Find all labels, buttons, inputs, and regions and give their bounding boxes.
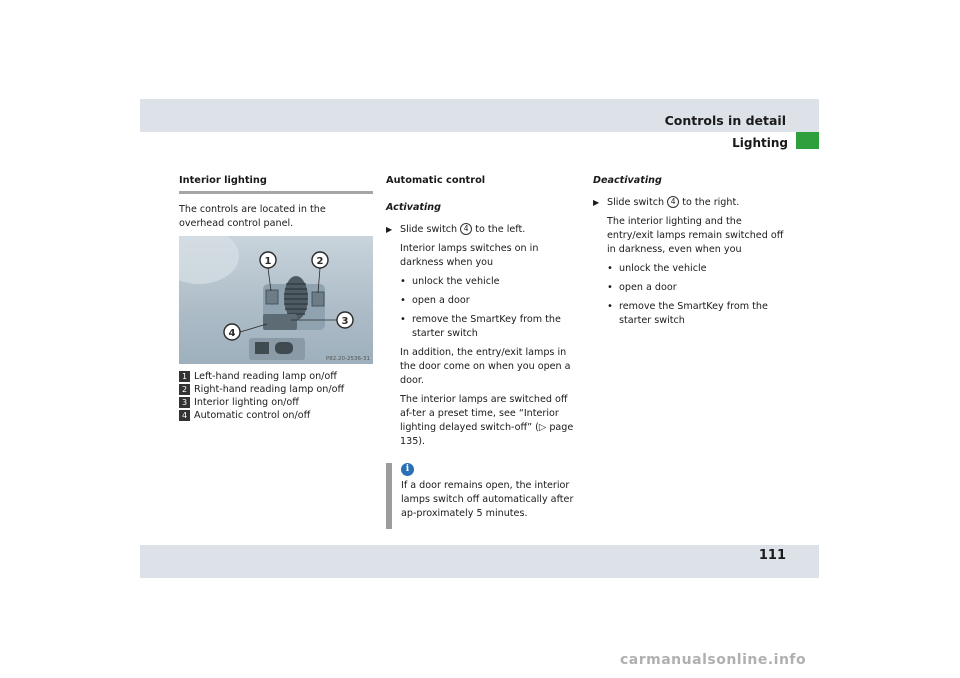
note-bar <box>386 463 392 529</box>
overhead-panel-photo <box>179 236 373 364</box>
switch-number: 4 <box>460 223 472 235</box>
overhead-panel-illustration <box>179 236 373 364</box>
info-icon: i <box>401 463 414 476</box>
legend-item <box>179 383 373 396</box>
step-text: to the right. <box>682 197 740 208</box>
section-heading: Automatic control <box>386 175 486 186</box>
legend-number: 1 <box>179 371 190 382</box>
chapter-title: Controls in detail <box>664 113 786 128</box>
legend-item <box>179 370 373 383</box>
legend-text: Left-hand reading lamp on/off <box>194 371 337 382</box>
info-note <box>386 463 580 521</box>
heading-rule <box>179 191 373 194</box>
step-detail: The interior lighting and the entry/exit lamps remain switched off in darkness, even when you <box>607 216 784 255</box>
footer-band <box>140 545 819 578</box>
intro-text: The controls are located in the overhead control panel. <box>179 204 326 229</box>
list-item: • remove the SmartKey from the starter switch <box>400 314 561 339</box>
legend-text: Interior lighting on/off <box>194 397 299 408</box>
legend-number: 3 <box>179 397 190 408</box>
watermark: carmanualsonline.info <box>620 652 807 668</box>
svg-text:1: 1 <box>264 256 272 267</box>
page-number: 111 <box>758 548 786 563</box>
step-arrow-icon: ▶ <box>593 198 600 207</box>
step-text: to the left. <box>475 224 526 235</box>
photo-code: P82.20-2536-31 <box>325 356 370 362</box>
list-item: • remove the SmartKey from the starter switch <box>607 301 768 326</box>
paragraph: The interior lamps are switched off af-ter a preset time, see “Interior lighting delayed switch-off” (▷ page 135). <box>400 394 574 447</box>
step-arrow-icon: ▶ <box>386 225 393 234</box>
legend-item <box>179 409 373 422</box>
legend-text: Right-hand reading lamp on/off <box>194 384 345 395</box>
instruction-step <box>593 196 787 210</box>
column-middle <box>386 174 580 521</box>
section-heading: Interior lighting <box>179 175 267 186</box>
step-text: Slide switch <box>607 197 665 208</box>
legend-text: Automatic control on/off <box>194 410 311 421</box>
section-title: Lighting <box>732 136 788 150</box>
list-item: • unlock the vehicle <box>607 263 707 274</box>
instruction-step <box>386 223 580 237</box>
switch-number: 4 <box>667 196 679 208</box>
step-detail: Interior lamps switches on in darkness when you <box>400 243 539 268</box>
legend-item <box>179 396 373 409</box>
list-item: • unlock the vehicle <box>400 276 500 287</box>
list-item: • open a door <box>400 295 470 306</box>
subheading-activating: Activating <box>386 202 441 213</box>
section-tab-marker <box>796 132 819 149</box>
step-text: Slide switch <box>400 224 458 235</box>
svg-text:4: 4 <box>228 328 236 339</box>
subheading-deactivating: Deactivating <box>593 175 662 186</box>
list-item: • open a door <box>607 282 677 293</box>
column-left <box>179 174 373 422</box>
legend-number: 2 <box>179 384 190 395</box>
note-text: If a door remains open, the interior lamps switch off automatically after ap-proximately 5 minutes. <box>401 480 574 519</box>
column-right <box>593 174 787 333</box>
svg-text:2: 2 <box>316 256 324 267</box>
legend-number: 4 <box>179 410 190 421</box>
paragraph: In addition, the entry/exit lamps in the door come on when you open a door. <box>400 347 571 386</box>
svg-text:3: 3 <box>341 316 349 327</box>
